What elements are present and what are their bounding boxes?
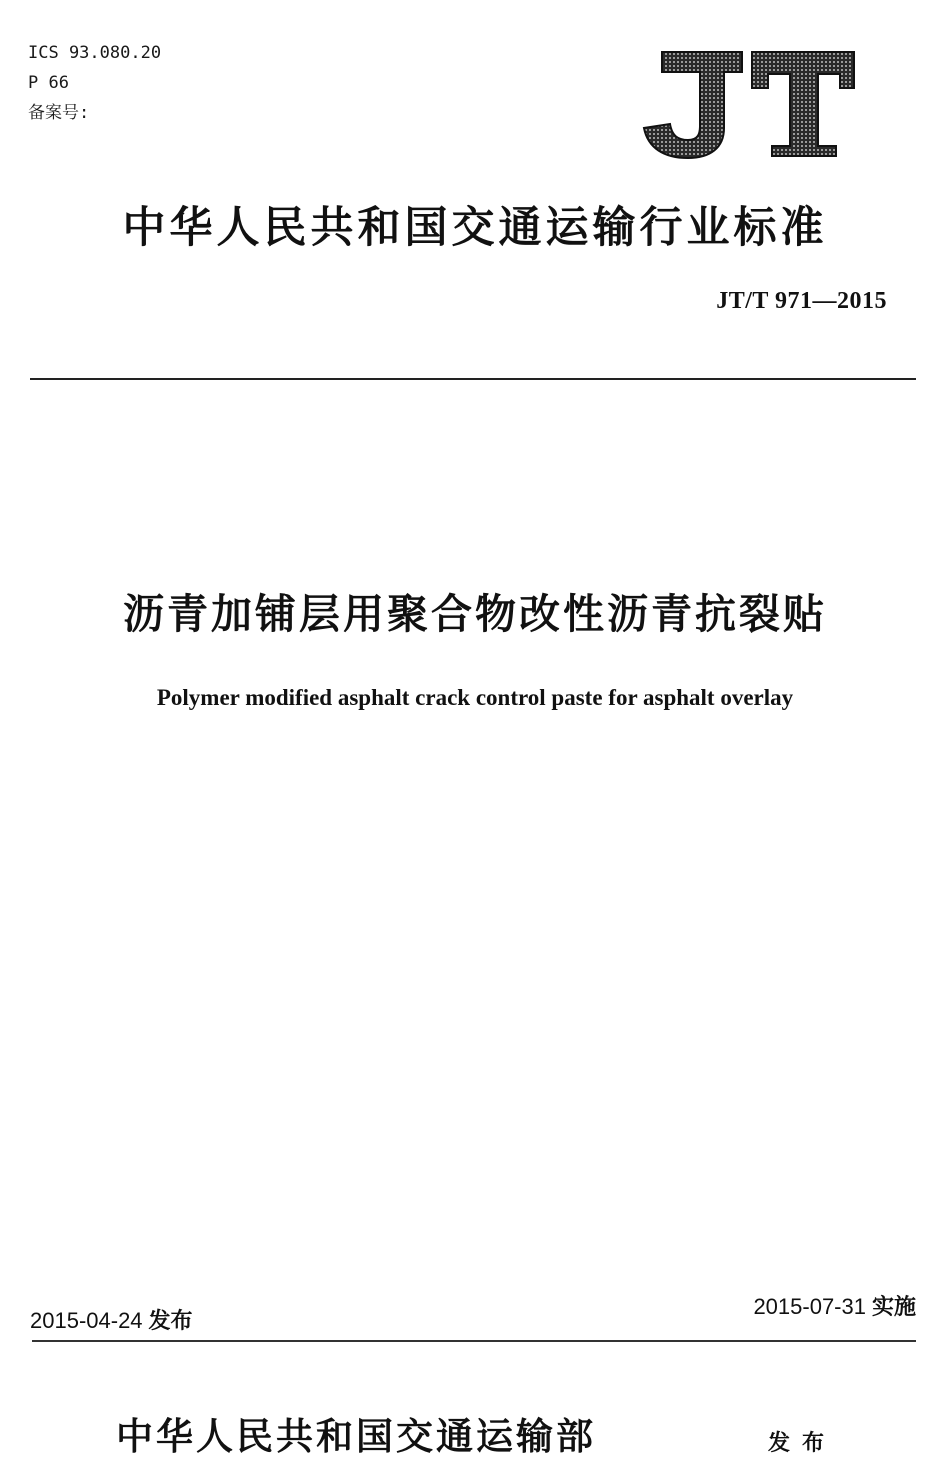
logo-letter-j <box>644 52 742 158</box>
publish-label: 发布 <box>768 1431 837 1456</box>
implementation-date-suffix: 实施 <box>871 1294 916 1319</box>
footer-divider <box>32 1340 916 1342</box>
issue-date-suffix: 发布 <box>148 1308 193 1333</box>
standard-number: JT/T 971—2015 <box>716 288 887 314</box>
classification-codes <box>28 38 161 128</box>
implementation-date-value: 2015-07-31 <box>753 1294 866 1319</box>
logo-letter-t <box>752 52 854 156</box>
ccs-code: P 66 <box>28 73 69 93</box>
industry-standard-title: 中华人民共和国交通运输行业标准 <box>122 203 828 253</box>
publisher-name: 中华人民共和国交通运输部 <box>116 1414 596 1458</box>
implementation-date <box>753 1290 916 1324</box>
document-title-chinese: 沥青加铺层用聚合物改性沥青抗裂贴 <box>123 590 827 638</box>
ics-code: ICS 93.080.20 <box>28 43 162 63</box>
jt-logo <box>640 44 860 164</box>
issue-date-value: 2015-04-24 <box>30 1308 143 1333</box>
jt-logo-graphic <box>640 44 860 164</box>
issue-date <box>30 1304 193 1338</box>
header-divider <box>30 378 916 380</box>
filing-number-label: 备案号: <box>28 103 90 123</box>
document-title-english: Polymer modified asphalt crack control paste for asphalt overlay <box>156 685 794 710</box>
